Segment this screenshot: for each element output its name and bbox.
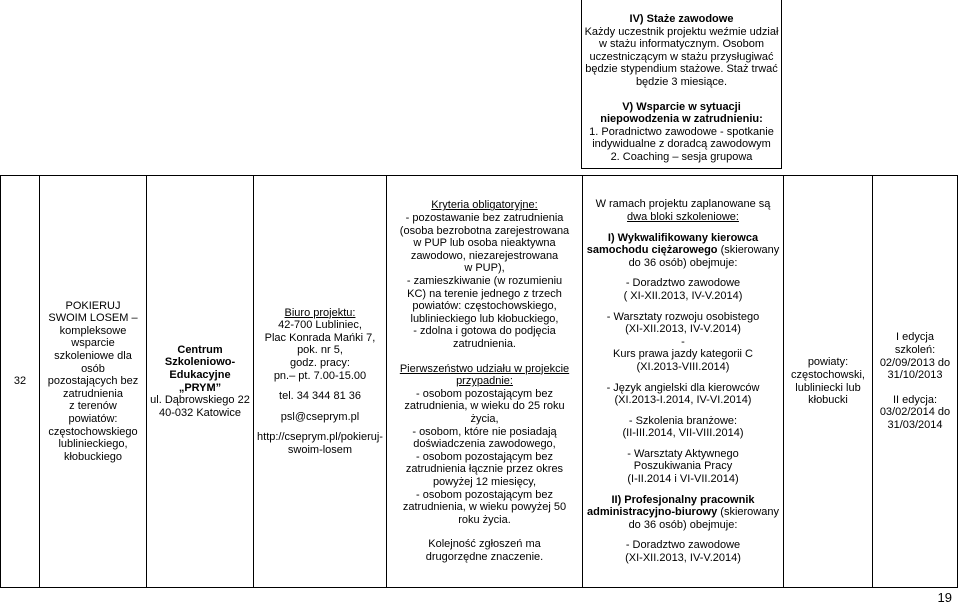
email-link[interactable]: psl@cseprym.pl bbox=[280, 410, 360, 423]
block2-suffix2: do 36 osób) obejmuje: bbox=[628, 518, 738, 531]
project-line: kłobuckiego bbox=[63, 450, 123, 463]
office-line: Plac Konrada Mańki 7, bbox=[264, 331, 376, 344]
priority-line: - osobom pozostającym bez bbox=[416, 488, 553, 501]
page-number: 19 bbox=[937, 590, 952, 605]
org-name-line: Centrum bbox=[177, 343, 223, 356]
criteria-line: - zamieszkiwanie (w rozumieniu bbox=[406, 275, 563, 288]
priority-line: zatrudnienia, w wieku do 25 roku bbox=[404, 400, 565, 413]
wsparcie-line: 1. Poradnictwo zawodowe - spotkanie bbox=[589, 125, 774, 138]
order-line: drugorzędne znaczenie. bbox=[425, 550, 544, 563]
project-line: pozostających bez bbox=[47, 375, 139, 388]
order-line: Kolejność zgłoszeń ma bbox=[428, 538, 541, 551]
block1-item: - Warsztaty rozwoju osobistego bbox=[606, 310, 760, 323]
area-line: częstochowski, bbox=[791, 368, 865, 381]
project-name-cell bbox=[39, 176, 146, 587]
office-line: 42-700 Lubliniec, bbox=[278, 319, 362, 332]
priority-line: - osobom pozostającym bez bbox=[416, 450, 553, 463]
project-line: szkoleniowe dla bbox=[54, 350, 132, 363]
office-line: pn.– pt. 7.00-15.00 bbox=[273, 369, 367, 382]
project-url-link[interactable]: http://cseprym.pl/pokieruj- bbox=[257, 431, 383, 444]
criteria-line: w PUP lub osoba nieaktywna bbox=[413, 237, 556, 250]
office-line: godz. pracy: bbox=[290, 356, 350, 369]
wsparcie-title: niepowodzenia w zatrudnieniu: bbox=[600, 113, 763, 126]
table-row bbox=[0, 175, 958, 588]
project-line: zatrudnienia bbox=[63, 387, 123, 400]
edition1-title: szkoleń: bbox=[894, 344, 936, 357]
org-address-line: ul. Dąbrowskiego 22 bbox=[150, 394, 250, 407]
area-line: kłobucki bbox=[808, 394, 848, 407]
project-line: SWOIM LOSEM – bbox=[48, 312, 138, 325]
block1-item-date: (XI.2013-I.2014, IV-VI.2014) bbox=[614, 394, 752, 407]
staze-line: Każdy uczestnik projektu weźmie udział bbox=[584, 25, 779, 38]
criteria-line: powiatów: częstochowskiego, bbox=[412, 300, 557, 313]
project-line: osób bbox=[81, 362, 105, 375]
staze-line: będzie 3 miesiące. bbox=[635, 75, 728, 88]
org-name-line: „PRYM” bbox=[178, 381, 222, 394]
edition2-title: II edycja: bbox=[892, 393, 938, 406]
criteria-line: w PUP), bbox=[464, 262, 505, 275]
edition1-date: 31/10/2013 bbox=[887, 369, 943, 382]
priority-title: przypadnie: bbox=[456, 375, 513, 388]
staze-line: uczestniczącym w stażu przysługiwać bbox=[589, 50, 774, 63]
block2-item-date: (XI-XII.2013, IV-V.2014) bbox=[625, 552, 741, 565]
block1-title: samochodu ciężarowego bbox=[586, 244, 718, 257]
org-name-line: Szkoleniowo- bbox=[164, 356, 236, 369]
organization-cell bbox=[146, 176, 253, 587]
criteria-line: KC) na terenie jednego z trzech bbox=[407, 287, 562, 300]
training-cell bbox=[582, 176, 783, 587]
block1-title: I) Wykwalifikowany kierowca bbox=[607, 231, 759, 244]
criteria-title: Kryteria obligatoryjne: bbox=[431, 199, 538, 212]
block2-title: administracyjno-biurowy bbox=[587, 506, 718, 519]
project-url-link[interactable]: swoim-losem bbox=[287, 443, 353, 456]
project-line: z terenów bbox=[69, 400, 117, 413]
criteria-line: - pozostawanie bez zatrudnienia bbox=[405, 212, 564, 225]
priority-line: doświadczenia zawodowego, bbox=[413, 438, 556, 451]
project-line: powiatów: bbox=[68, 412, 118, 425]
area-line: lubliniecki lub bbox=[795, 381, 861, 394]
office-title: Biuro projektu: bbox=[284, 306, 356, 319]
staze-title: IV) Staże zawodowe bbox=[629, 13, 734, 25]
block1-item: - Doradztwo zawodowe bbox=[625, 277, 741, 290]
project-line: wsparcie bbox=[71, 337, 115, 350]
wsparcie-line: 2. Coaching – sesja grupowa bbox=[610, 150, 753, 163]
priority-line: powyżej 12 miesięcy, bbox=[432, 475, 537, 488]
criteria-line: (osoba bezrobotna zarejestrowana bbox=[399, 224, 570, 237]
org-name-line: Edukacyjne bbox=[169, 368, 231, 381]
contact-cell bbox=[253, 176, 386, 587]
org-address-line: 40-032 Katowice bbox=[159, 406, 241, 419]
editions-cell bbox=[872, 176, 957, 587]
project-line: kompleksowe bbox=[59, 324, 127, 337]
block1-item: - Szkolenia branżowe: bbox=[628, 414, 738, 427]
edition2-date: 31/03/2014 bbox=[887, 418, 943, 431]
project-line: POKIERUJ bbox=[65, 299, 121, 312]
row-number-cell bbox=[1, 176, 39, 587]
project-line: lublinieckiego, bbox=[58, 438, 128, 451]
priority-line: - osobom pozostającym bez bbox=[416, 387, 553, 400]
block1-suffix2: do 36 osób) obejmuje: bbox=[628, 256, 738, 269]
priority-line: roku życia. bbox=[458, 513, 511, 526]
block1-item: - Język angielski dla kierowców bbox=[606, 381, 760, 394]
area-line: powiaty: bbox=[807, 356, 849, 369]
priority-line: zatrudnienia, w wieku powyżej 50 bbox=[402, 501, 567, 514]
block1-item-date: ( XI-XII.2013, IV-V.2014) bbox=[623, 289, 743, 302]
area-cell bbox=[783, 176, 872, 587]
block1-item-date: (XI.2013-VIII.2014) bbox=[636, 360, 730, 373]
priority-line: zatrudnienia łącznie przez okres bbox=[405, 463, 564, 476]
block1-item-date: (XI-XII.2013, IV-V.2014) bbox=[625, 323, 741, 336]
block1-item: Kurs prawa jazdy kategorii C bbox=[612, 348, 753, 361]
block1-suffix: (skierowany bbox=[717, 244, 780, 257]
office-line: pok. nr 5, bbox=[297, 344, 343, 357]
priority-title: Pierwszeństwo udziału w projekcie bbox=[399, 362, 570, 375]
training-intro-underlined: dwa bloki szkoleniowe: bbox=[627, 210, 739, 223]
wsparcie-line: indywidualne z doradcą zawodowym bbox=[592, 138, 771, 151]
row-number: 32 bbox=[13, 375, 27, 388]
block1-item-date: (II-III.2014, VII-VIII.2014) bbox=[622, 427, 744, 440]
priority-line: życia, bbox=[470, 412, 499, 425]
wsparcie-title: V) Wsparcie w sytuacji bbox=[622, 100, 741, 113]
block2-suffix: (skierowany bbox=[717, 506, 779, 519]
project-line: częstochowskiego bbox=[48, 425, 138, 438]
staze-line: będzie stypendium stażowe. Staż trwać bbox=[585, 63, 778, 76]
block1-item: Poszukiwania Pracy bbox=[633, 460, 733, 473]
criteria-line: zawodowo, niezarejestrowana bbox=[410, 249, 559, 262]
training-intro: W ramach projektu zaplanowane są bbox=[595, 198, 771, 211]
block1-item: - Warsztaty Aktywnego bbox=[627, 447, 739, 460]
priority-line: - osobom, które nie posiadają bbox=[412, 425, 557, 438]
edition2-date: 03/02/2014 do bbox=[879, 406, 951, 419]
staze-line: w stażu informatycznym. Osobom bbox=[598, 38, 765, 51]
top-cell-staze-wsparcie bbox=[581, 0, 782, 169]
block2-title: II) Profesjonalny pracownik bbox=[611, 493, 755, 506]
phone-number: tel. 34 344 81 36 bbox=[279, 390, 361, 403]
edition1-date: 02/09/2013 do bbox=[879, 356, 951, 369]
block2-item: - Doradztwo zawodowe bbox=[625, 539, 741, 552]
block1-item: - bbox=[681, 335, 685, 348]
criteria-line: - zdolna i gotowa do podjęcia bbox=[413, 325, 556, 338]
edition1-title: I edycja bbox=[896, 331, 934, 344]
criteria-cell bbox=[386, 176, 582, 587]
criteria-line: zatrudnienia. bbox=[453, 338, 516, 351]
criteria-line: lublinieckiego lub kłobuckiego, bbox=[410, 312, 559, 325]
block1-item-date: (I-II.2014 i VI-VII.2014) bbox=[627, 473, 739, 486]
